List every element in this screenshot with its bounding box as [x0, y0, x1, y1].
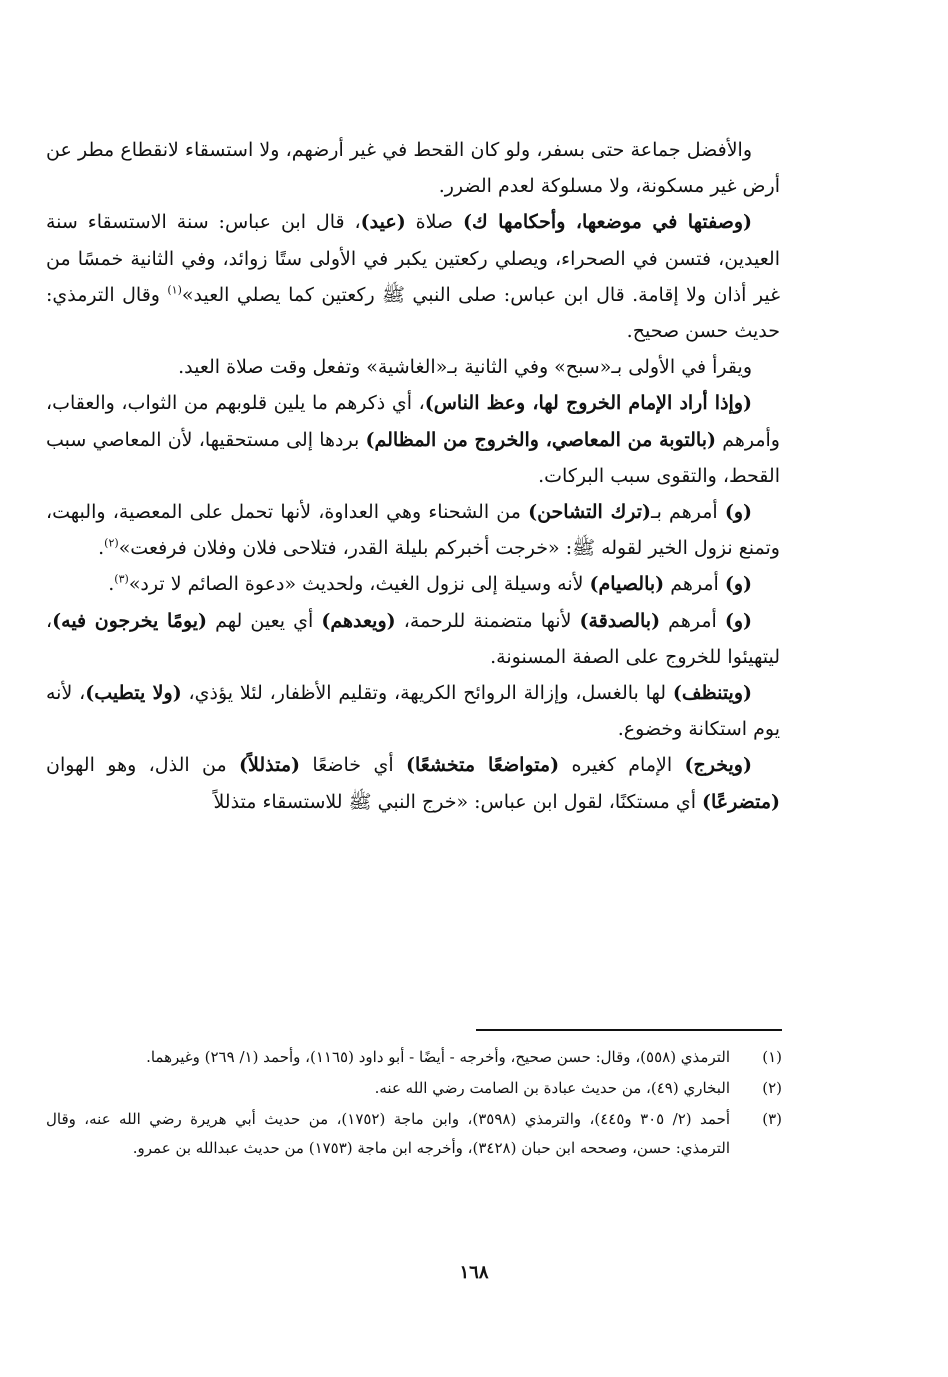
footnote-text: البخاري (٤٩)، من حديث عبادة بن الصامت رضي الله عنه. [374, 1079, 730, 1097]
paragraph [46, 675, 780, 747]
bold-term: (وإذا أراد الإمام الخروج لها، وعظ الناس) [424, 392, 752, 415]
bold-term: (عيد) [360, 211, 406, 234]
text-run: أي يعين لهم [207, 609, 322, 632]
text-run: لها بالغسل، وإزالة الروائح الكريهة، وتقليم الأظفار، لئلا يؤذي، [181, 682, 673, 705]
paragraph [46, 132, 780, 204]
text-run: الإمام كغيره [559, 754, 685, 777]
bold-term: (ويتنظف) [672, 682, 753, 705]
bold-term: (متذللاً) [239, 754, 301, 777]
main-text [46, 132, 780, 820]
bold-term: (متضرعًا) [702, 790, 780, 813]
text-run: والأفضل جماعة حتى بسفر، ولو كان القحط في غير أرضهم، ولا استسقاء لانقطاع مطر عن أرض غير مسكونة، ولا مسلوكة لعدم الضرر. [46, 139, 780, 198]
footnote-text: الترمذي (٥٥٨)، وقال: حسن صحيح، وأخرجه - أيضًا - أبو داود (١١٦٥)، وأحمد (١/ ٢٦٩) وغيرهما. [146, 1048, 730, 1066]
footnotes [46, 1043, 782, 1165]
bold-term: (و) [724, 573, 752, 596]
text-run: أمرهم [664, 573, 725, 596]
bold-term: (ترك التشاحن) [528, 501, 652, 524]
footnote [46, 1043, 782, 1072]
footnote [46, 1074, 782, 1103]
footnote-separator [476, 1029, 782, 1031]
footnote-marker[interactable]: (١) [167, 283, 182, 297]
text-run: لأنها متضمنة للرحمة، [395, 609, 580, 632]
footnote-number: (٢) [762, 1079, 782, 1097]
text-run: ، أي ذكرهم ما يلين قلوبهم من الثواب، والعقاب، وأمرهم [46, 392, 780, 451]
paragraph [46, 747, 780, 819]
text-run: . [108, 573, 115, 596]
text-run: . [98, 537, 105, 560]
bold-term: (بالتوبة من المعاصي، والخروج من المظالم) [365, 428, 716, 451]
footnote-number: (٣) [762, 1110, 782, 1128]
text-run: ، قال ابن عباس: سنة الاستسقاء سنة العيدين، فتسن في الصحراء، ويصلي ركعتين يكبر في الأولى ستًا زوائد، وفي الثانية خمسًا من غير أذان ولا إقامة. قال ابن عباس: صلى النبي ﷺ ركعتين كما يصلي العيد» [46, 211, 781, 306]
text-run: أمرهم [660, 609, 725, 632]
footnote-text: أحمد (٢/ ٣٠٥ و٤٤٥)، والترمذي (٣٥٩٨)، وابن ماجة (١٧٥٢)، من حديث أبي هريرة رضي الله عنه، وقال الترمذي: حسن، وصححه ابن حبان (٣٤٢٨)، وأخرجه ابن ماجة (١٧٥٣) من حديث عبدالله بن عمرو. [46, 1110, 731, 1157]
text-run: صلاة [405, 211, 463, 234]
text-run: أي خاضعًا [300, 754, 406, 777]
text-run: من الشحناء وهي العداوة، لأنها تحمل على المعصية، والبهت، وتمنع نزول الخير لقوله ﷺ: «خرجت أخبركم بليلة القدر، فتلاحى فلان وفلان فرفعت» [46, 501, 780, 560]
paragraph [46, 603, 780, 675]
footnote-marker[interactable]: (٣) [114, 573, 129, 587]
text-run: بردها إلى مستحقيها، لأن المعاصي سبب القحط، والتقوى سبب البركات. [46, 428, 780, 487]
bold-term: (ويعدهم) [321, 609, 396, 632]
footnote-number: (١) [762, 1048, 782, 1066]
text-run: من الذل، وهو الهوان [46, 754, 240, 777]
text-run: ويقرأ في الأولى بـ«سبح» وفي الثانية بـ«الغاشية» وتفعل وقت صلاة العيد. [178, 356, 752, 379]
text-run: ، لأنه يوم استكانة وخضوع. [46, 682, 780, 741]
bold-term: (بالصدقة) [579, 609, 661, 632]
paragraph [46, 566, 780, 602]
bold-term: (و) [724, 609, 753, 632]
text-run: ، ليتهيئوا للخروج على الصفة المسنونة. [46, 609, 780, 668]
paragraph [46, 204, 780, 349]
text-run: لأنه وسيلة إلى نزول الغيث، ولحديث «دعوة الصائم لا ترد» [128, 573, 590, 596]
text-run: أي مستكنًا، لقول ابن عباس: «خرج النبي ﷺ للاستسقاء متذللاً [213, 790, 703, 813]
paragraph [46, 494, 780, 566]
bold-term: (ويخرج) [684, 754, 752, 777]
paragraph [46, 385, 780, 494]
bold-term: (بالصيام) [589, 573, 665, 596]
bold-term: (يومًا يخرجون فيه) [52, 609, 208, 632]
text-run: وقال الترمذي: حديث حسن صحيح. [46, 283, 780, 343]
page-number: ١٦٨ [459, 1262, 489, 1283]
bold-term: (و) [724, 501, 752, 524]
text-run: أمرهم بـ [651, 501, 725, 524]
bold-term: (متواضعًا متخشعًا) [405, 754, 560, 777]
bold-term: (وصفتها في موضعها، وأحكامها ك) [463, 211, 752, 234]
footnote-marker[interactable]: (٢) [104, 536, 119, 550]
bold-term: (ولا يتطيب) [85, 682, 182, 705]
footnote [46, 1105, 782, 1163]
paragraph [46, 349, 780, 385]
